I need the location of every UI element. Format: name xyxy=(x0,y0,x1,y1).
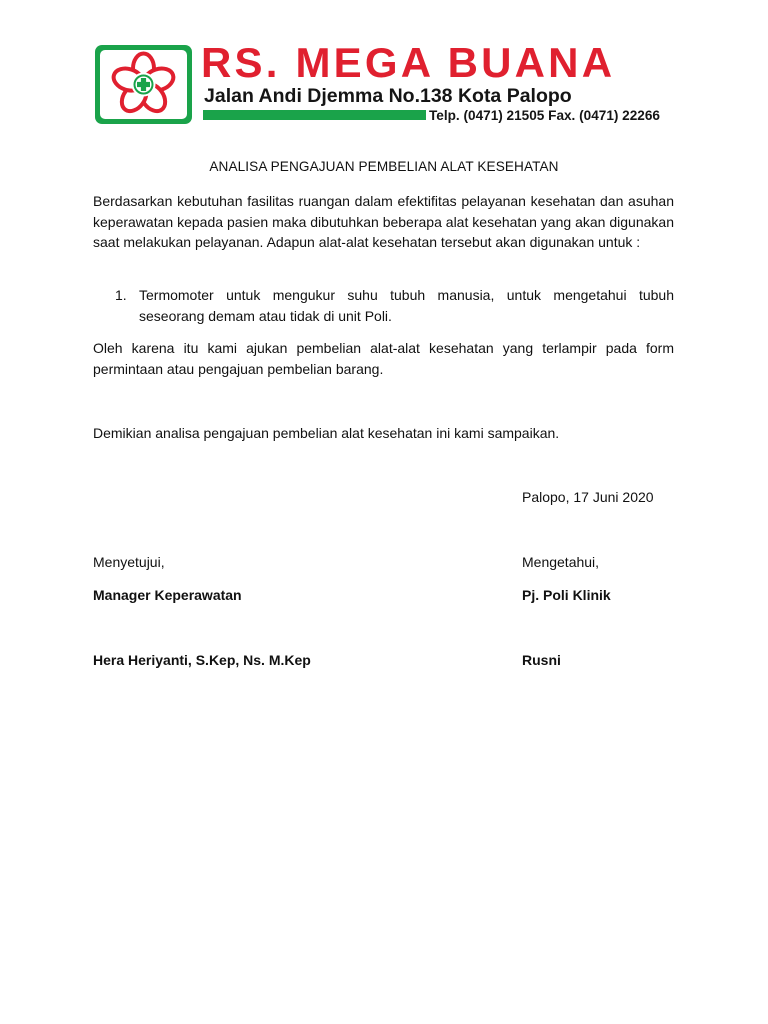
document-title: ANALISA PENGAJUAN PEMBELIAN ALAT KESEHATAN xyxy=(209,159,559,174)
signature-left-position: Manager Keperawatan xyxy=(93,587,242,603)
hospital-name: RS. MEGA BUANA xyxy=(201,39,616,86)
list-item-number: 1. xyxy=(115,287,127,303)
letterhead-divider xyxy=(203,110,426,120)
hospital-logo xyxy=(95,45,192,124)
hospital-phone: Telp. (0471) 21505 Fax. (0471) 22266 xyxy=(429,108,660,123)
list-item-text: Termomoter untuk mengukur suhu tubuh manusia, untuk mengetahui tubuh seseorang demam atau tidak di unit Poli. xyxy=(139,287,674,324)
paragraph-intro: Berdasarkan kebutuhan fasilitas ruangan dalam efektifitas pelayanan kesehatan dan asuhan keperawatan kepada pasien maka dibutuhkan beberapa alat kesehatan yang akan digunakan saat melakukan pelayanan. Adapun alat-alat kesehatan tersebut akan digunakan untuk : xyxy=(93,193,674,250)
paragraph-request: Oleh karena itu kami ajukan pembelian alat-alat kesehatan yang terlampir pada form permintaan atau pengajuan pembelian barang. xyxy=(93,340,674,377)
hospital-address: Jalan Andi Djemma No.138 Kota Palopo xyxy=(204,85,572,107)
flower-cross-icon xyxy=(95,45,192,124)
paragraph-closing: Demikian analisa pengajuan pembelian alat kesehatan ini kami sampaikan. xyxy=(93,425,560,441)
place-date: Palopo, 17 Juni 2020 xyxy=(522,489,654,505)
signature-right-position: Pj. Poli Klinik xyxy=(522,587,611,603)
signature-left-label: Menyetujui, xyxy=(93,554,165,570)
signature-right-name: Rusni xyxy=(522,652,561,668)
signature-right-label: Mengetahui, xyxy=(522,554,600,570)
signature-left-name: Hera Heriyanti, S.Kep, Ns. M.Kep xyxy=(93,652,311,668)
